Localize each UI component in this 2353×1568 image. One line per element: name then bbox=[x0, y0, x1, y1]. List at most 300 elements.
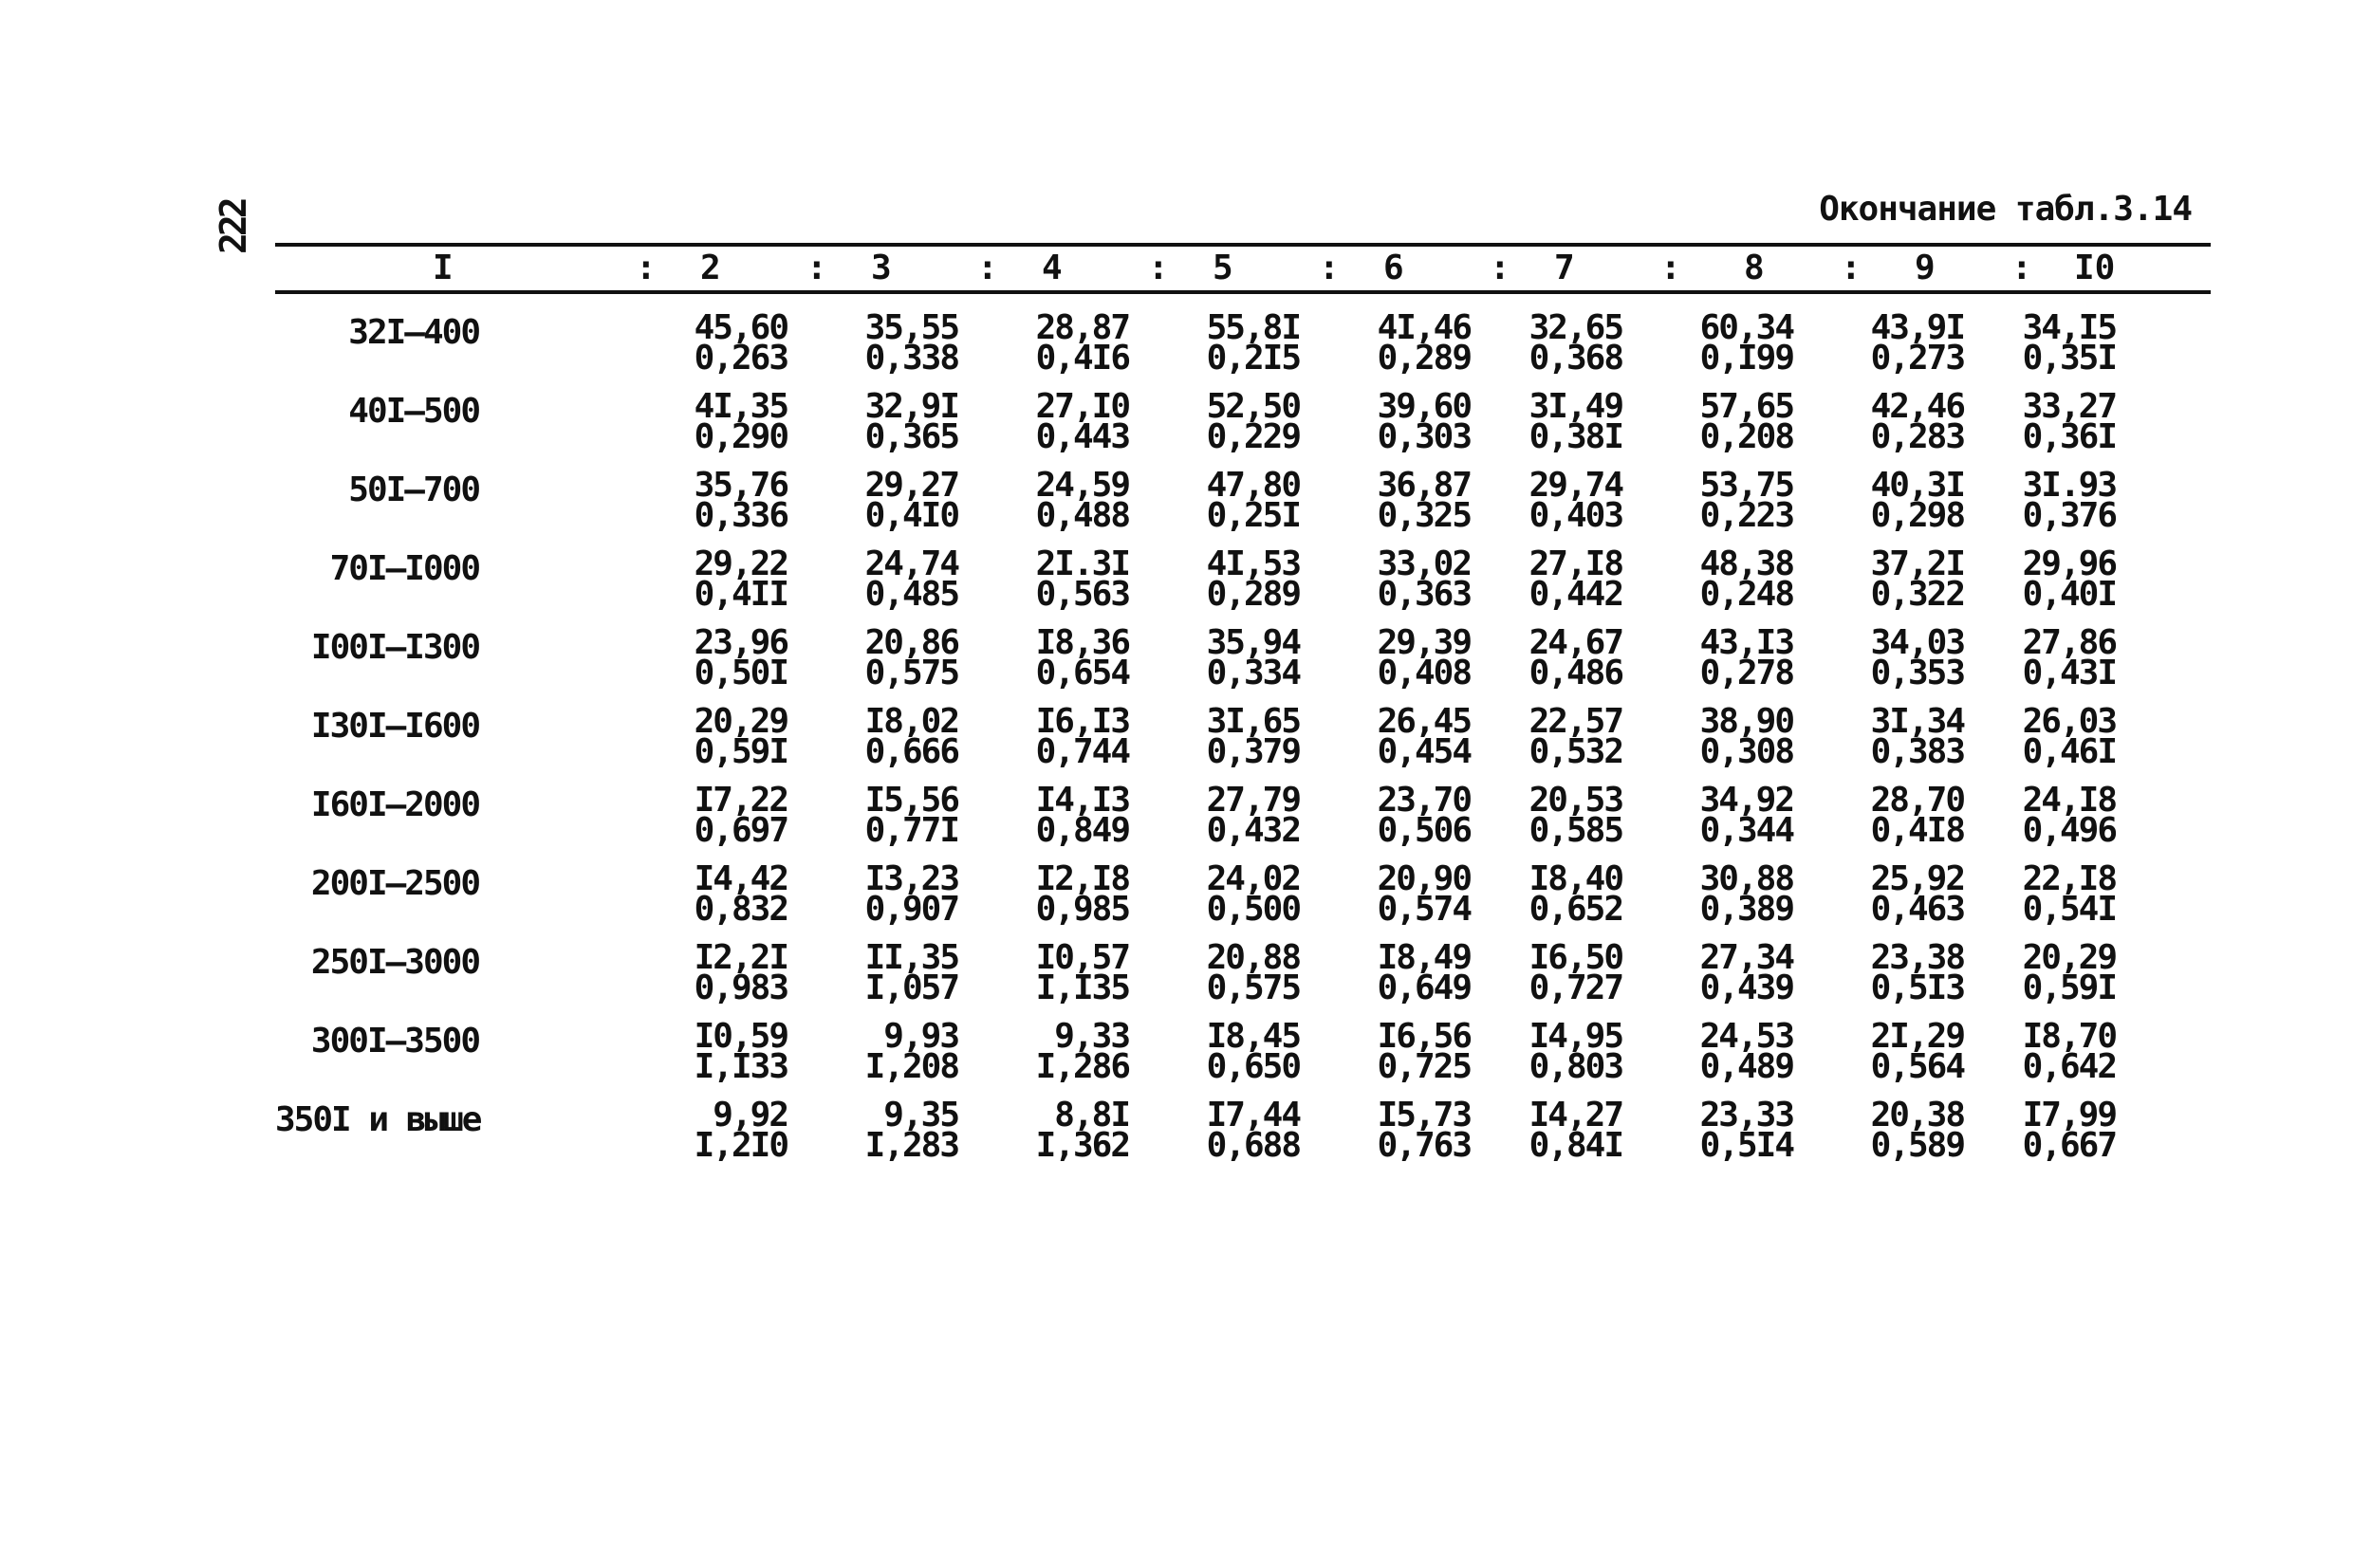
cell-value-bottom: 0,849 bbox=[1035, 811, 1129, 850]
table-cell bbox=[1015, 387, 1129, 456]
cell-value-top: 43,9I bbox=[1870, 308, 1964, 347]
cell-value-top: 3I,49 bbox=[1529, 387, 1622, 426]
table-row bbox=[275, 544, 2211, 628]
table-cell bbox=[1015, 1096, 1129, 1165]
table-cell bbox=[674, 466, 787, 535]
cell-value-top: I0,59 bbox=[694, 1017, 787, 1056]
table-cell bbox=[1679, 308, 1793, 378]
table-cell bbox=[1509, 1017, 1622, 1086]
cell-value-top: 29,74 bbox=[1529, 466, 1622, 505]
cell-value-bottom: 0,289 bbox=[1206, 575, 1300, 614]
column-separator: : bbox=[1319, 249, 1340, 287]
cell-value-top: 8,8I bbox=[1054, 1096, 1129, 1134]
cell-value-top: I5,56 bbox=[864, 781, 958, 820]
table-cell bbox=[844, 544, 958, 614]
table-cell bbox=[674, 702, 787, 771]
cell-value-top: 25,92 bbox=[1870, 859, 1964, 898]
cell-value-top: 57,65 bbox=[1699, 387, 1793, 426]
table-row bbox=[275, 623, 2211, 707]
table-cell bbox=[1850, 781, 1964, 850]
table-cell bbox=[2002, 702, 2116, 771]
cell-value-bottom: 0,43I bbox=[2022, 654, 2116, 692]
column-separator: : bbox=[1490, 249, 1510, 287]
cell-value-bottom: 0,532 bbox=[1529, 732, 1622, 771]
table-cell bbox=[844, 387, 958, 456]
table-cell bbox=[1015, 859, 1129, 929]
column-header-3: 3 bbox=[871, 249, 892, 287]
cell-value-bottom: 0,725 bbox=[1377, 1047, 1471, 1086]
cell-value-bottom: 0,4I0 bbox=[864, 496, 958, 535]
column-header-1: I bbox=[433, 249, 454, 287]
cell-value-bottom: 0,334 bbox=[1206, 654, 1300, 692]
cell-value-bottom: 0,353 bbox=[1870, 654, 1964, 692]
table-cell bbox=[1509, 938, 1622, 1007]
cell-value-top: 32,65 bbox=[1529, 308, 1622, 347]
cell-value-top: 2I.3I bbox=[1035, 544, 1129, 583]
cell-value-top: 9,35 bbox=[883, 1096, 958, 1134]
cell-value-bottom: I,362 bbox=[1035, 1126, 1129, 1165]
table-cell bbox=[1357, 308, 1471, 378]
cell-value-bottom: 0,283 bbox=[1870, 417, 1964, 456]
table-cell bbox=[1509, 308, 1622, 378]
cell-value-top: I8,70 bbox=[2022, 1017, 2116, 1056]
cell-value-top: 28,87 bbox=[1035, 308, 1129, 347]
cell-value-bottom: 0,325 bbox=[1377, 496, 1471, 535]
cell-value-bottom: 0,652 bbox=[1529, 890, 1622, 929]
table-cell bbox=[844, 623, 958, 692]
table-cell bbox=[1509, 466, 1622, 535]
table-cell bbox=[1015, 781, 1129, 850]
cell-value-bottom: I,283 bbox=[864, 1126, 958, 1165]
table-row bbox=[275, 702, 2211, 785]
cell-value-bottom: 0,59I bbox=[2022, 968, 2116, 1007]
cell-value-top: 3I,65 bbox=[1206, 702, 1300, 741]
cell-value-bottom: 0,368 bbox=[1529, 339, 1622, 378]
cell-value-top: 34,I5 bbox=[2022, 308, 2116, 347]
table-cell bbox=[1679, 466, 1793, 535]
table-cell bbox=[1186, 781, 1300, 850]
column-separator: : bbox=[1148, 249, 1169, 287]
cell-value-top: 36,87 bbox=[1377, 466, 1471, 505]
cell-value-top: 35,55 bbox=[864, 308, 958, 347]
cell-value-top: 26,45 bbox=[1377, 702, 1471, 741]
cell-value-bottom: 0,54I bbox=[2022, 890, 2116, 929]
cell-value-bottom: 0,489 bbox=[1699, 1047, 1793, 1086]
table-cell bbox=[1357, 1017, 1471, 1086]
cell-value-bottom: 0,649 bbox=[1377, 968, 1471, 1007]
cell-value-bottom: 0,650 bbox=[1206, 1047, 1300, 1086]
cell-value-bottom: 0,273 bbox=[1870, 339, 1964, 378]
table-row bbox=[275, 859, 2211, 943]
cell-value-bottom: I,I33 bbox=[694, 1047, 787, 1086]
cell-value-bottom: 0,985 bbox=[1035, 890, 1129, 929]
cell-value-bottom: 0,84I bbox=[1529, 1126, 1622, 1165]
table-cell bbox=[1015, 544, 1129, 614]
table-cell bbox=[1357, 623, 1471, 692]
cell-value-bottom: 0,463 bbox=[1870, 890, 1964, 929]
cell-value-bottom: 0,496 bbox=[2022, 811, 2116, 850]
cell-value-top: I7,99 bbox=[2022, 1096, 2116, 1134]
cell-value-top: 4I,35 bbox=[694, 387, 787, 426]
cell-value-bottom: 0,486 bbox=[1529, 654, 1622, 692]
cell-value-bottom: 0,564 bbox=[1870, 1047, 1964, 1086]
table-cell bbox=[1679, 1096, 1793, 1165]
cell-value-bottom: 0,563 bbox=[1035, 575, 1129, 614]
table-cell bbox=[1186, 1096, 1300, 1165]
table-cell bbox=[2002, 938, 2116, 1007]
cell-value-top: 55,8I bbox=[1206, 308, 1300, 347]
cell-value-bottom: 0,38I bbox=[1529, 417, 1622, 456]
table-header-rule bbox=[275, 290, 2211, 294]
cell-value-top: 29,96 bbox=[2022, 544, 2116, 583]
cell-value-top: 34,03 bbox=[1870, 623, 1964, 662]
table-cell bbox=[2002, 308, 2116, 378]
cell-value-bottom: 0,376 bbox=[2022, 496, 2116, 535]
table-cell bbox=[1509, 702, 1622, 771]
cell-value-top: 22,57 bbox=[1529, 702, 1622, 741]
table-cell bbox=[674, 938, 787, 1007]
table-cell bbox=[1509, 1096, 1622, 1165]
column-header-9: 9 bbox=[1915, 249, 1936, 287]
cell-value-bottom: 0,666 bbox=[864, 732, 958, 771]
cell-value-bottom: 0,35I bbox=[2022, 339, 2116, 378]
cell-value-bottom: 0,298 bbox=[1870, 496, 1964, 535]
cell-value-bottom: 0,344 bbox=[1699, 811, 1793, 850]
table-cell bbox=[1186, 938, 1300, 1007]
cell-value-bottom: 0,667 bbox=[2022, 1126, 2116, 1165]
table-cell bbox=[1015, 1017, 1129, 1086]
cell-value-top: 43,I3 bbox=[1699, 623, 1793, 662]
table-cell bbox=[1679, 387, 1793, 456]
row-label: 40I–500 bbox=[348, 392, 479, 431]
table-cell bbox=[1679, 859, 1793, 929]
table-cell bbox=[1850, 1096, 1964, 1165]
table-top-rule bbox=[275, 243, 2211, 247]
cell-value-bottom: 0,485 bbox=[864, 575, 958, 614]
table-cell bbox=[1186, 308, 1300, 378]
cell-value-top: 37,2I bbox=[1870, 544, 1964, 583]
cell-value-bottom: 0,744 bbox=[1035, 732, 1129, 771]
table-header-row bbox=[275, 249, 2211, 288]
table-cell bbox=[1850, 466, 1964, 535]
table-cell bbox=[2002, 623, 2116, 692]
cell-value-bottom: 0,77I bbox=[864, 811, 958, 850]
cell-value-bottom: I,I35 bbox=[1035, 968, 1129, 1007]
cell-value-top: 24,67 bbox=[1529, 623, 1622, 662]
cell-value-top: 42,46 bbox=[1870, 387, 1964, 426]
cell-value-bottom: 0,4I8 bbox=[1870, 811, 1964, 850]
cell-value-top: I3,23 bbox=[864, 859, 958, 898]
cell-value-top: 9,93 bbox=[883, 1017, 958, 1056]
cell-value-bottom: 0,365 bbox=[864, 417, 958, 456]
table-cell bbox=[1015, 702, 1129, 771]
row-label: 70I–I000 bbox=[329, 549, 479, 588]
cell-value-bottom: 0,263 bbox=[694, 339, 787, 378]
table-cell bbox=[674, 544, 787, 614]
table-cell bbox=[1509, 859, 1622, 929]
cell-value-top: 45,60 bbox=[694, 308, 787, 347]
cell-value-top: I6,50 bbox=[1529, 938, 1622, 977]
cell-value-top: 34,92 bbox=[1699, 781, 1793, 820]
cell-value-top: 33,02 bbox=[1377, 544, 1471, 583]
cell-value-top: 28,70 bbox=[1870, 781, 1964, 820]
cell-value-bottom: 0,338 bbox=[864, 339, 958, 378]
table-cell bbox=[674, 623, 787, 692]
cell-value-top: 24,74 bbox=[864, 544, 958, 583]
row-label: 250I–3000 bbox=[310, 943, 479, 982]
table-cell bbox=[1679, 781, 1793, 850]
cell-value-top: 48,38 bbox=[1699, 544, 1793, 583]
cell-value-top: 22,I8 bbox=[2022, 859, 2116, 898]
cell-value-bottom: 0,278 bbox=[1699, 654, 1793, 692]
table-row bbox=[275, 466, 2211, 549]
cell-value-top: I2,I8 bbox=[1035, 859, 1129, 898]
cell-value-bottom: 0,208 bbox=[1699, 417, 1793, 456]
cell-value-top: I4,I3 bbox=[1035, 781, 1129, 820]
cell-value-bottom: 0,40I bbox=[2022, 575, 2116, 614]
cell-value-top: 29,39 bbox=[1377, 623, 1471, 662]
cell-value-bottom: 0,336 bbox=[694, 496, 787, 535]
row-label: 200I–2500 bbox=[310, 864, 479, 903]
table-cell bbox=[2002, 387, 2116, 456]
cell-value-top: 60,34 bbox=[1699, 308, 1793, 347]
cell-value-top: 20,88 bbox=[1206, 938, 1300, 977]
column-separator: : bbox=[806, 249, 827, 287]
table-cell bbox=[844, 1096, 958, 1165]
table-cell bbox=[844, 308, 958, 378]
cell-value-bottom: 0,5I3 bbox=[1870, 968, 1964, 1007]
table-cell bbox=[1679, 702, 1793, 771]
cell-value-top: 47,80 bbox=[1206, 466, 1300, 505]
cell-value-bottom: 0,5I4 bbox=[1699, 1126, 1793, 1165]
cell-value-bottom: 0,585 bbox=[1529, 811, 1622, 850]
cell-value-top: 26,03 bbox=[2022, 702, 2116, 741]
table-cell bbox=[1509, 623, 1622, 692]
row-label: I30I–I600 bbox=[310, 707, 479, 746]
column-separator: : bbox=[1841, 249, 1862, 287]
table-cell bbox=[674, 1017, 787, 1086]
cell-value-top: 27,34 bbox=[1699, 938, 1793, 977]
cell-value-bottom: 0,574 bbox=[1377, 890, 1471, 929]
cell-value-top: 27,86 bbox=[2022, 623, 2116, 662]
table-cell bbox=[1357, 781, 1471, 850]
table-row bbox=[275, 308, 2211, 392]
cell-value-bottom: 0,907 bbox=[864, 890, 958, 929]
row-label: I00I–I300 bbox=[310, 628, 479, 667]
cell-value-bottom: 0,290 bbox=[694, 417, 787, 456]
cell-value-top: 20,38 bbox=[1870, 1096, 1964, 1134]
table-cell bbox=[1186, 387, 1300, 456]
column-header-5: 5 bbox=[1213, 249, 1233, 287]
cell-value-bottom: 0,383 bbox=[1870, 732, 1964, 771]
cell-value-top: I4,27 bbox=[1529, 1096, 1622, 1134]
cell-value-top: 23,38 bbox=[1870, 938, 1964, 977]
cell-value-bottom: 0,403 bbox=[1529, 496, 1622, 535]
cell-value-top: 27,I8 bbox=[1529, 544, 1622, 583]
cell-value-bottom: 0,575 bbox=[1206, 968, 1300, 1007]
cell-value-bottom: 0,642 bbox=[2022, 1047, 2116, 1086]
cell-value-top: 33,27 bbox=[2022, 387, 2116, 426]
cell-value-top: 4I,53 bbox=[1206, 544, 1300, 583]
table-caption: Окончание табл.3.14 bbox=[1819, 190, 2192, 229]
row-label: 300I–3500 bbox=[310, 1022, 479, 1061]
cell-value-top: I2,2I bbox=[694, 938, 787, 977]
cell-value-bottom: 0,589 bbox=[1870, 1126, 1964, 1165]
row-label: 32I–400 bbox=[348, 313, 479, 352]
cell-value-bottom: 0,379 bbox=[1206, 732, 1300, 771]
table-cell bbox=[1015, 308, 1129, 378]
cell-value-top: 30,88 bbox=[1699, 859, 1793, 898]
cell-value-top: 38,90 bbox=[1699, 702, 1793, 741]
table-cell bbox=[844, 702, 958, 771]
cell-value-bottom: 0,50I bbox=[694, 654, 787, 692]
table-cell bbox=[2002, 781, 2116, 850]
cell-value-bottom: 0,4II bbox=[694, 575, 787, 614]
table-cell bbox=[674, 781, 787, 850]
table-cell bbox=[1015, 623, 1129, 692]
table-cell bbox=[674, 308, 787, 378]
cell-value-top: 24,I8 bbox=[2022, 781, 2116, 820]
cell-value-top: 35,76 bbox=[694, 466, 787, 505]
cell-value-bottom: 0,688 bbox=[1206, 1126, 1300, 1165]
table-cell bbox=[1850, 938, 1964, 1007]
cell-value-bottom: 0,363 bbox=[1377, 575, 1471, 614]
cell-value-top: I8,36 bbox=[1035, 623, 1129, 662]
table-cell bbox=[2002, 1017, 2116, 1086]
row-label: I60I–2000 bbox=[310, 785, 479, 824]
table-row bbox=[275, 938, 2211, 1022]
cell-value-bottom: 0,488 bbox=[1035, 496, 1129, 535]
table-cell bbox=[1850, 702, 1964, 771]
table-cell bbox=[1186, 466, 1300, 535]
cell-value-bottom: 0,289 bbox=[1377, 339, 1471, 378]
cell-value-bottom: 0,832 bbox=[694, 890, 787, 929]
cell-value-bottom: 0,36I bbox=[2022, 417, 2116, 456]
cell-value-top: I6,56 bbox=[1377, 1017, 1471, 1056]
cell-value-bottom: 0,303 bbox=[1377, 417, 1471, 456]
cell-value-bottom: 0,654 bbox=[1035, 654, 1129, 692]
table-cell bbox=[1850, 623, 1964, 692]
cell-value-bottom: 0,25I bbox=[1206, 496, 1300, 535]
table-cell bbox=[1850, 1017, 1964, 1086]
cell-value-top: 23,70 bbox=[1377, 781, 1471, 820]
table-cell bbox=[1186, 623, 1300, 692]
column-header-4: 4 bbox=[1042, 249, 1063, 287]
cell-value-bottom: 0,46I bbox=[2022, 732, 2116, 771]
row-label: 350I и выше bbox=[275, 1100, 481, 1139]
cell-value-bottom: 0,59I bbox=[694, 732, 787, 771]
table-cell bbox=[1186, 1017, 1300, 1086]
table-cell bbox=[844, 1017, 958, 1086]
cell-value-top: 29,27 bbox=[864, 466, 958, 505]
table-cell bbox=[844, 781, 958, 850]
table-cell bbox=[1357, 466, 1471, 535]
cell-value-top: I6,I3 bbox=[1035, 702, 1129, 741]
cell-value-bottom: 0,500 bbox=[1206, 890, 1300, 929]
cell-value-bottom: 0,506 bbox=[1377, 811, 1471, 850]
cell-value-top: 24,59 bbox=[1035, 466, 1129, 505]
table-cell bbox=[1850, 308, 1964, 378]
table-cell bbox=[844, 938, 958, 1007]
table-cell bbox=[2002, 466, 2116, 535]
cell-value-bottom: I,286 bbox=[1035, 1047, 1129, 1086]
table-cell bbox=[2002, 859, 2116, 929]
cell-value-bottom: 0,575 bbox=[864, 654, 958, 692]
cell-value-top: 27,I0 bbox=[1035, 387, 1129, 426]
table-cell bbox=[1850, 387, 1964, 456]
cell-value-bottom: 0,442 bbox=[1529, 575, 1622, 614]
cell-value-top: 20,53 bbox=[1529, 781, 1622, 820]
cell-value-top: 35,94 bbox=[1206, 623, 1300, 662]
cell-value-bottom: 0,223 bbox=[1699, 496, 1793, 535]
cell-value-top: I8,40 bbox=[1529, 859, 1622, 898]
table-cell bbox=[1679, 544, 1793, 614]
cell-value-top: 2I,29 bbox=[1870, 1017, 1964, 1056]
cell-value-bottom: I,2I0 bbox=[694, 1126, 787, 1165]
cell-value-top: 39,60 bbox=[1377, 387, 1471, 426]
cell-value-top: 4I,46 bbox=[1377, 308, 1471, 347]
cell-value-top: 29,22 bbox=[694, 544, 787, 583]
column-separator: : bbox=[977, 249, 998, 287]
cell-value-top: I8,45 bbox=[1206, 1017, 1300, 1056]
cell-value-bottom: 0,2I5 bbox=[1206, 339, 1300, 378]
cell-value-top: 20,29 bbox=[2022, 938, 2116, 977]
table-cell bbox=[1015, 938, 1129, 1007]
table-cell bbox=[1186, 544, 1300, 614]
column-separator: : bbox=[1660, 249, 1681, 287]
column-header-8: 8 bbox=[1744, 249, 1765, 287]
cell-value-bottom: 0,4I6 bbox=[1035, 339, 1129, 378]
cell-value-top: 52,50 bbox=[1206, 387, 1300, 426]
cell-value-top: 53,75 bbox=[1699, 466, 1793, 505]
table-cell bbox=[1357, 1096, 1471, 1165]
cell-value-top: 20,86 bbox=[864, 623, 958, 662]
table-cell bbox=[1357, 859, 1471, 929]
table-body bbox=[275, 308, 2211, 1179]
cell-value-top: 20,90 bbox=[1377, 859, 1471, 898]
table-cell bbox=[1850, 544, 1964, 614]
column-header-7: 7 bbox=[1554, 249, 1575, 287]
cell-value-bottom: 0,443 bbox=[1035, 417, 1129, 456]
table-cell bbox=[2002, 1096, 2116, 1165]
column-separator: : bbox=[2011, 249, 2032, 287]
cell-value-top: I8,49 bbox=[1377, 938, 1471, 977]
cell-value-bottom: 0,229 bbox=[1206, 417, 1300, 456]
table-cell bbox=[1509, 781, 1622, 850]
table-cell bbox=[844, 466, 958, 535]
cell-value-bottom: 0,308 bbox=[1699, 732, 1793, 771]
cell-value-top: I4,95 bbox=[1529, 1017, 1622, 1056]
cell-value-bottom: 0,727 bbox=[1529, 968, 1622, 1007]
cell-value-bottom: 0,697 bbox=[694, 811, 787, 850]
table-cell bbox=[1509, 544, 1622, 614]
cell-value-top: 32,9I bbox=[864, 387, 958, 426]
cell-value-bottom: 0,432 bbox=[1206, 811, 1300, 850]
table-cell bbox=[1679, 938, 1793, 1007]
cell-value-top: 3I,34 bbox=[1870, 702, 1964, 741]
cell-value-bottom: I,208 bbox=[864, 1047, 958, 1086]
cell-value-top: 40,3I bbox=[1870, 466, 1964, 505]
column-header-10: I0 bbox=[2074, 249, 2116, 287]
cell-value-bottom: 0,763 bbox=[1377, 1126, 1471, 1165]
table-cell bbox=[1357, 544, 1471, 614]
column-header-2: 2 bbox=[700, 249, 721, 287]
page-number: 222 bbox=[213, 200, 254, 254]
cell-value-top: 23,33 bbox=[1699, 1096, 1793, 1134]
table-cell bbox=[1679, 1017, 1793, 1086]
cell-value-top: 9,92 bbox=[713, 1096, 787, 1134]
table-cell bbox=[1186, 859, 1300, 929]
